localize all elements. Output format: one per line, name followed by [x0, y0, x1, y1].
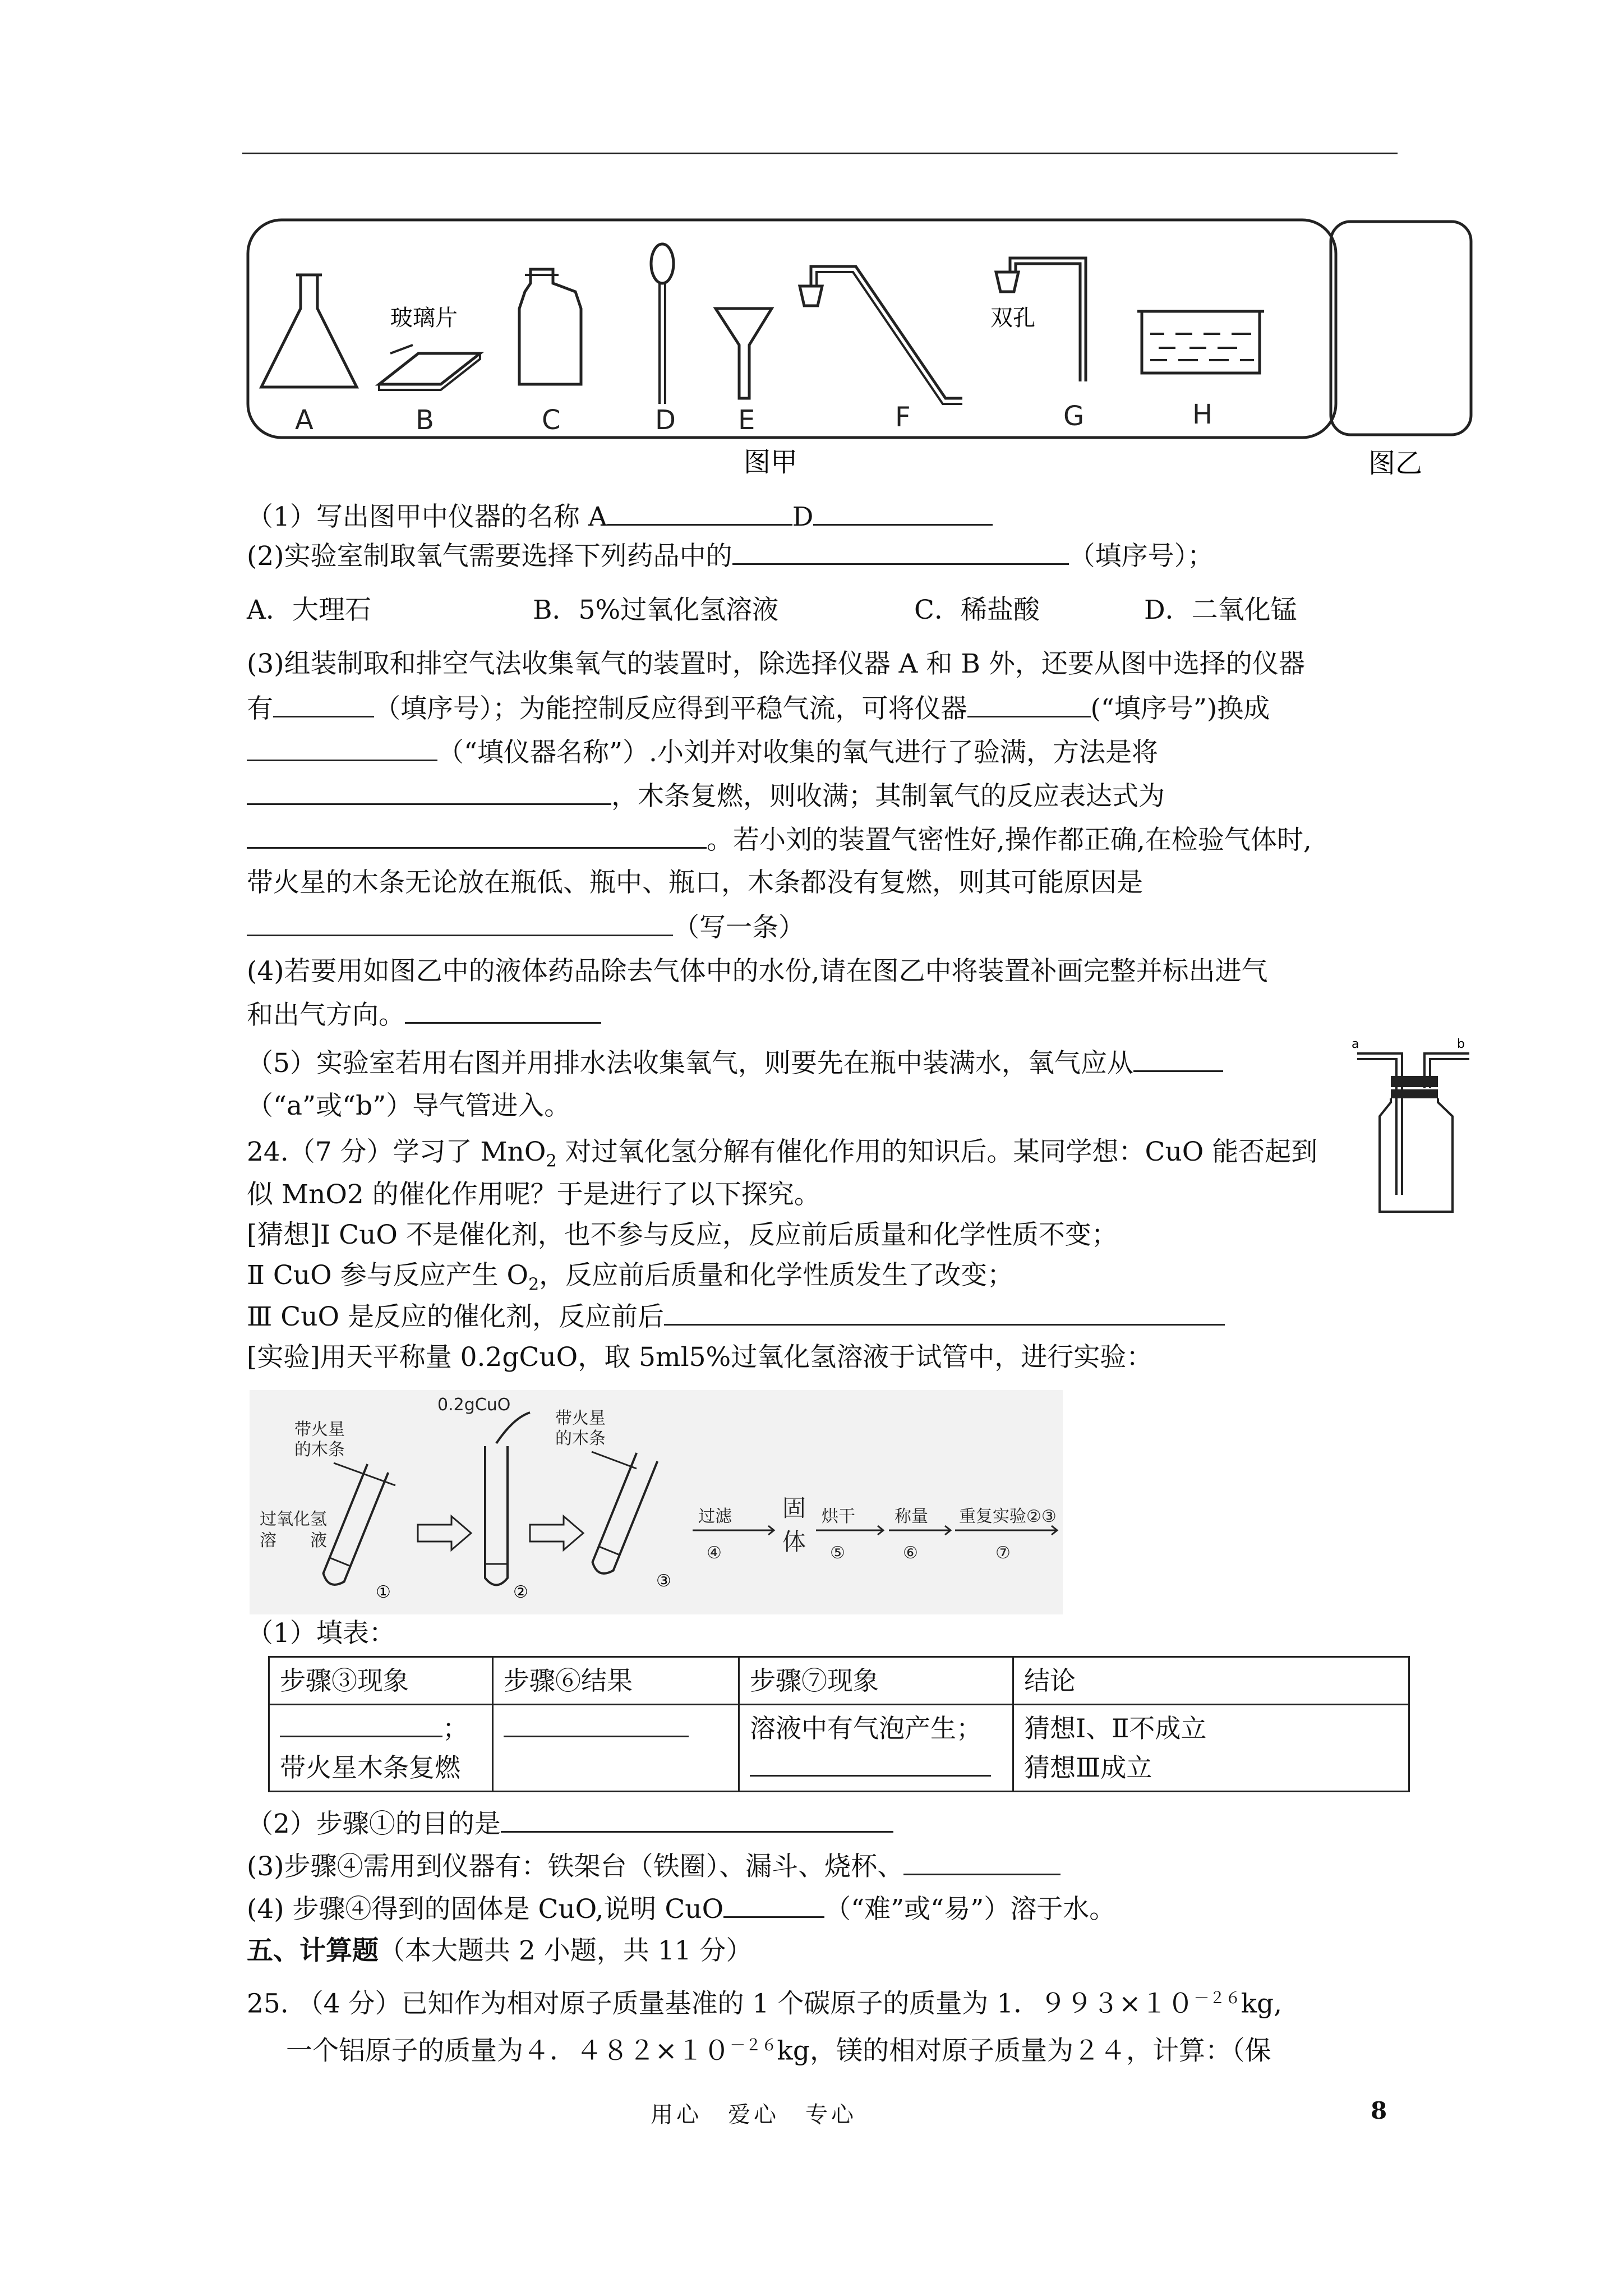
q23-part3-line5: 。若小刘的装置气密性好,操作都正确,在检验气体时, — [247, 821, 1312, 858]
label-e: E — [738, 404, 755, 436]
figure-jia-caption: 图甲 — [744, 447, 798, 478]
header-conclusion: 结论 — [1013, 1657, 1409, 1705]
q23-part3-line4: ，木条复燃，则收满；其制氧气的反应表达式为 — [247, 777, 1165, 815]
header-step7: 步骤⑦现象 — [739, 1657, 1013, 1705]
q24-step3: (3)步骤④需用到仪器有：铁架台（铁圈）、漏斗、烧杯、 — [247, 1848, 1061, 1885]
answer-blank-step6[interactable] — [504, 1710, 689, 1737]
step4-label: 过滤 — [698, 1507, 732, 1526]
answer-blank-solubility[interactable] — [723, 1890, 824, 1918]
table-header-row — [269, 1657, 1409, 1705]
stopper-icon — [800, 286, 822, 306]
answer-blank-catalyst[interactable] — [664, 1298, 1225, 1326]
q24-step2: （2）步骤①的目的是 — [247, 1805, 893, 1842]
q23-part2: (2)实验室制取氧气需要选择下列药品中的 （填序号）； — [247, 537, 1214, 574]
cell-conclusion: 猜想Ⅰ、Ⅱ不成立 猜想Ⅲ成立 — [1013, 1705, 1409, 1792]
q23-part3-line7: （写一条） — [247, 909, 805, 946]
table-row — [269, 1705, 1409, 1792]
guess-2: Ⅱ CuO 参与反应产生 $O_2$，反应前后质量和化学性质发生了改变； — [247, 1260, 1014, 1295]
figure-yi-frame — [1331, 222, 1471, 435]
splint1-label-l2: 的木条 — [294, 1440, 345, 1460]
q23-part3-line2: 有 （填序号）；为能控制反应得到平稳气流，可将仪器 (“填序号”)换成 — [247, 690, 1270, 727]
gas-washing-bottle — [1346, 1032, 1492, 1223]
splint2-label-l2: 的木条 — [555, 1429, 606, 1448]
figure-yi — [1329, 220, 1486, 484]
cell-step7: 溶液中有气泡产生； — [739, 1705, 1013, 1792]
step4-number: ④ — [707, 1543, 722, 1563]
funnel-icon — [716, 309, 772, 398]
double-hole-stopper-icon — [996, 272, 1018, 292]
label-b: B — [416, 404, 434, 436]
answer-blank-a[interactable] — [607, 498, 792, 526]
experiment-diagram — [250, 1390, 1063, 1614]
guess-1: [猜想]Ⅰ CuO 不是催化剂，也不参与反应，反应前后质量和化学性质不变； — [247, 1220, 1118, 1250]
figure-jia — [245, 213, 1478, 482]
long-neck-funnel-icon — [651, 244, 674, 283]
label-a: A — [295, 404, 313, 436]
answer-blank-tube[interactable] — [1133, 1045, 1223, 1072]
cuo-label: 0.2gCuO — [437, 1395, 511, 1415]
answer-blank-instrument[interactable] — [903, 1848, 1061, 1875]
guess-3: Ⅲ CuO 是反应的催化剂，反应前后 — [247, 1298, 1225, 1335]
h2o2-label-l1: 过氧化氢 — [260, 1510, 327, 1529]
glass-label: 玻璃片 — [390, 305, 458, 331]
results-table — [268, 1656, 1410, 1792]
option-d: D．二氧化锰 — [1144, 595, 1297, 625]
splint2-label-l1: 带火星 — [555, 1409, 606, 1428]
header-step3: 步骤③现象 — [269, 1657, 493, 1705]
label-f: F — [895, 402, 911, 433]
header-rule — [242, 153, 1398, 154]
bent-delivery-tube-icon — [811, 266, 962, 398]
answer-blank-figure-yi[interactable] — [405, 996, 601, 1024]
page-footer: 用心 爱心 专心 — [651, 2102, 857, 2128]
stopper-band-icon — [1391, 1076, 1438, 1087]
bottle-body-icon — [1380, 1098, 1453, 1212]
q23-part3-line6: 带火星的木条无论放在瓶低、瓶中、瓶口，木条都没有复燃，则其可能原因是 — [247, 867, 1143, 898]
section-5-heading: 五、计算题（本大题共 2 小题，共 11 分） — [247, 1935, 753, 1966]
label-g: G — [1063, 401, 1085, 432]
q24-step4: (4) 步骤④得到的固体是 CuO,说明 CuO （“难”或“易”）溶于水。 — [247, 1890, 1115, 1927]
answer-blank-possible-reason[interactable] — [247, 909, 673, 936]
header-step6: 步骤⑥结果 — [493, 1657, 739, 1705]
label-h: H — [1192, 399, 1213, 430]
answer-blank-step7[interactable] — [750, 1749, 991, 1777]
step7-label: 重复实验②③ — [959, 1507, 1057, 1526]
solid-label-l1: 固 — [782, 1494, 806, 1522]
answer-blank-d[interactable] — [813, 498, 993, 526]
page-number: 8 — [1371, 2097, 1387, 2124]
answer-blank-instrument-name[interactable] — [247, 734, 437, 761]
option-c: C．稀盐酸 — [914, 595, 1040, 625]
step6-number: ⑥ — [903, 1543, 918, 1563]
answer-blank-replace-instrument[interactable] — [967, 690, 1091, 717]
step6-label: 称量 — [895, 1507, 928, 1526]
answer-blank-step3[interactable] — [280, 1710, 442, 1737]
gas-bottle-icon — [519, 269, 581, 384]
h2o2-label-l2: 溶 液 — [260, 1531, 327, 1550]
step5-number: ⑤ — [830, 1543, 845, 1563]
tube-b-label: b — [1457, 1037, 1465, 1051]
q23-part1: （1）写出图甲中仪器的名称 A D — [247, 498, 993, 535]
step5-label: 烘干 — [822, 1507, 855, 1526]
q25-line1: 25. （4 分）已知作为相对原子质量基准的 1 个碳原子的质量为 1．$993\times 10^{-26}kg$, — [247, 1988, 1283, 2019]
tube2-number: ② — [513, 1582, 528, 1602]
answer-blank-reaction-expression[interactable] — [247, 821, 707, 849]
tube-a-label: a — [1352, 1037, 1359, 1051]
figure-yi-caption: 图乙 — [1368, 448, 1423, 479]
cell-step3: ； 带火星木条复燃 — [269, 1705, 493, 1792]
q23-part4-line2: 和出气方向。 — [247, 996, 601, 1033]
q25-line2: 一个铝原子的质量为４．$482\times 10^{-26}kg$，镁的相对原子质量为２４，计算：（保 — [286, 2035, 1271, 2067]
splint1-label-l1: 带火星 — [294, 1420, 345, 1439]
q23-part5-line2: （“a”或“b”）导气管进入。 — [247, 1091, 571, 1121]
solid-label-l2: 体 — [782, 1528, 806, 1556]
tube3-number: ③ — [656, 1571, 671, 1591]
double-hole-label: 双孔 — [990, 305, 1035, 331]
cell-step6 — [493, 1705, 739, 1792]
answer-blank-reagents[interactable] — [732, 537, 1069, 565]
option-a: A．大理石 — [247, 595, 371, 625]
glass-slide-icon — [379, 353, 480, 384]
label-c: C — [542, 404, 561, 436]
q24-line2: 似 MnO2 的催化作用呢？于是进行了以下探究。 — [247, 1179, 820, 1210]
conical-flask-icon — [261, 275, 357, 387]
q23-part3-line1: (3)组装制取和排空气法收集氧气的装置时，除选择仪器 A 和 B 外，还要从图中选择的仪器 — [247, 648, 1305, 679]
tube1-number: ① — [376, 1582, 391, 1602]
option-b: B．5%过氧化氢溶液 — [533, 595, 779, 625]
answer-blank-instruments[interactable] — [273, 690, 374, 717]
step7-number: ⑦ — [995, 1543, 1011, 1563]
water-trough-icon — [1142, 311, 1260, 373]
label-d: D — [655, 404, 676, 436]
q23-part5-line1: （5）实验室若用右图并用排水法收集氧气，则要先在瓶中装满水，氧气应从 — [247, 1045, 1223, 1082]
q23-part4-line1: (4)若要用如图乙中的液体药品除去气体中的水份,请在图乙中将装置补画完整并标出进气 — [247, 956, 1268, 987]
answer-blank-check-method[interactable] — [247, 777, 611, 805]
q23-part3-line3: （“填仪器名称”）.小刘并对收集的氧气进行了验满，方法是将 — [247, 734, 1158, 771]
q24-line1: 24.（7 分）学习了 MnO$_2$ 对过氧化氢分解有催化作用的知识后。某同学想：CuO 能否起到 — [247, 1137, 1318, 1171]
fill-table-intro: （1）填表： — [247, 1618, 395, 1649]
experiment-line: [实验]用天平称量 0.2gCuO，取 5ml5%过氧化氢溶液于试管中，进行实验： — [247, 1342, 1153, 1373]
answer-blank-step1-purpose[interactable] — [501, 1805, 893, 1833]
